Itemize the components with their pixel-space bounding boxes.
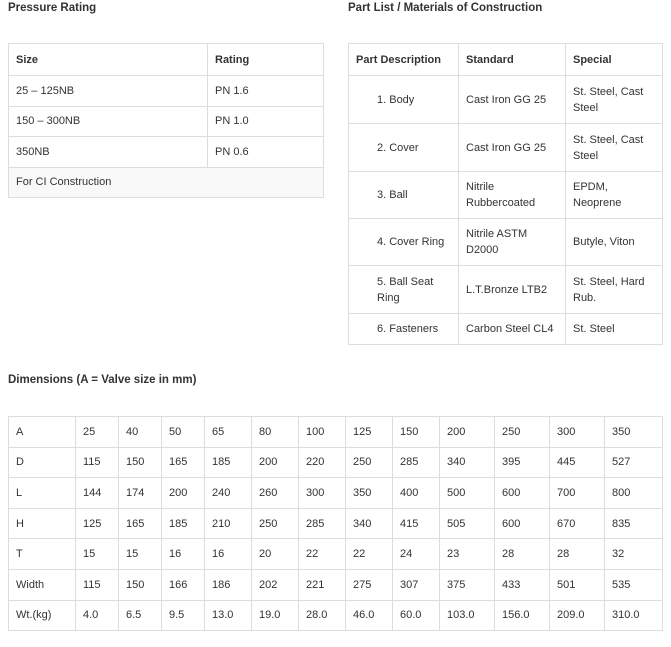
dimension-value-cell: 4.0 [76, 600, 119, 631]
rating-cell: PN 1.6 [208, 76, 324, 107]
header-part-description: Part Description [349, 44, 459, 76]
table-row [9, 76, 324, 107]
standard-cell: Nitrile ASTM D2000 [459, 219, 566, 266]
dimension-value-cell: 166 [162, 569, 205, 600]
dimension-value-cell: 240 [205, 478, 252, 509]
dimension-value-cell: 285 [393, 447, 440, 478]
dimension-value-cell: 24 [393, 539, 440, 570]
dimension-value-cell: 165 [162, 447, 205, 478]
dimension-value-cell: 221 [299, 569, 346, 600]
size-cell: 150 – 300NB [9, 106, 208, 137]
standard-cell: Nitrile Rubbercoated [459, 172, 566, 219]
dimension-row [9, 447, 663, 478]
header-size: Size [9, 44, 208, 76]
dimension-value-cell: 835 [605, 508, 663, 539]
table-row [349, 266, 663, 314]
dimension-value-cell: 260 [252, 478, 299, 509]
dimension-value-cell: 350 [346, 478, 393, 509]
dimension-value-cell: 527 [605, 447, 663, 478]
dimension-value-cell: 209.0 [550, 600, 605, 631]
dimension-value-cell: 340 [346, 508, 393, 539]
table-row [9, 106, 324, 137]
dimension-value-cell: 600 [495, 478, 550, 509]
dimension-value-cell: 200 [162, 478, 205, 509]
dimension-value-cell: 9.5 [162, 600, 205, 631]
table-row [349, 172, 663, 219]
special-cell: EPDM, Neoprene [566, 172, 663, 219]
dimension-value-cell: 535 [605, 569, 663, 600]
dimension-value-cell: 200 [252, 447, 299, 478]
dimension-value-cell: 80 [252, 417, 299, 448]
special-cell: Butyle, Viton [566, 219, 663, 266]
dimension-value-cell: 174 [119, 478, 162, 509]
special-cell: St. Steel, Cast Steel [566, 124, 663, 172]
part-description-cell: 5. Ball Seat Ring [349, 266, 459, 314]
dimension-value-cell: 185 [162, 508, 205, 539]
part-description-cell: 4. Cover Ring [349, 219, 459, 266]
dimensions-heading: Dimensions (A = Valve size in mm) [8, 374, 197, 386]
dimension-value-cell: 250 [495, 417, 550, 448]
dimension-value-cell: 300 [550, 417, 605, 448]
dimension-value-cell: 395 [495, 447, 550, 478]
dimension-value-cell: 15 [119, 539, 162, 570]
dimension-value-cell: 115 [76, 569, 119, 600]
dimension-value-cell: 310.0 [605, 600, 663, 631]
dimension-row [9, 569, 663, 600]
dimension-value-cell: 32 [605, 539, 663, 570]
part-description-cell: 6. Fasteners [349, 314, 459, 345]
header-special: Special [566, 44, 663, 76]
dimension-value-cell: 22 [299, 539, 346, 570]
dimension-value-cell: 16 [205, 539, 252, 570]
dimension-value-cell: 285 [299, 508, 346, 539]
dimension-value-cell: 307 [393, 569, 440, 600]
dimension-value-cell: 350 [605, 417, 663, 448]
dimension-row [9, 478, 663, 509]
dimension-value-cell: 433 [495, 569, 550, 600]
dimension-value-cell: 165 [119, 508, 162, 539]
dimension-value-cell: 20 [252, 539, 299, 570]
dimension-value-cell: 400 [393, 478, 440, 509]
dimension-value-cell: 375 [440, 569, 495, 600]
dimension-value-cell: 220 [299, 447, 346, 478]
dimension-value-cell: 200 [440, 417, 495, 448]
dimension-value-cell: 250 [346, 447, 393, 478]
dimension-label-cell: H [9, 508, 76, 539]
dimension-label-cell: Width [9, 569, 76, 600]
dimension-value-cell: 125 [76, 508, 119, 539]
construction-note: For CI Construction [9, 167, 324, 198]
dimension-value-cell: 185 [205, 447, 252, 478]
dimension-value-cell: 13.0 [205, 600, 252, 631]
standard-cell: Cast Iron GG 25 [459, 124, 566, 172]
dimension-row [9, 417, 663, 448]
header-rating: Rating [208, 44, 324, 76]
dimension-value-cell: 46.0 [346, 600, 393, 631]
pressure-rating-heading: Pressure Rating [8, 2, 97, 14]
dimension-value-cell: 275 [346, 569, 393, 600]
dimension-value-cell: 800 [605, 478, 663, 509]
dimension-value-cell: 501 [550, 569, 605, 600]
dimension-row [9, 539, 663, 570]
dimension-value-cell: 103.0 [440, 600, 495, 631]
dimension-value-cell: 156.0 [495, 600, 550, 631]
special-cell: St. Steel, Hard Rub. [566, 266, 663, 314]
rating-cell: PN 1.0 [208, 106, 324, 137]
table-row [349, 314, 663, 345]
dimension-row [9, 600, 663, 631]
size-cell: 25 – 125NB [9, 76, 208, 107]
dimension-value-cell: 28.0 [299, 600, 346, 631]
dimension-value-cell: 15 [76, 539, 119, 570]
parts-list-heading: Part List / Materials of Construction [348, 2, 543, 14]
dimensions-table [8, 416, 663, 631]
dimension-value-cell: 300 [299, 478, 346, 509]
dimension-value-cell: 115 [76, 447, 119, 478]
standard-cell: Carbon Steel CL4 [459, 314, 566, 345]
dimension-value-cell: 60.0 [393, 600, 440, 631]
dimension-value-cell: 210 [205, 508, 252, 539]
standard-cell: Cast Iron GG 25 [459, 76, 566, 124]
table-row [349, 76, 663, 124]
dimension-value-cell: 340 [440, 447, 495, 478]
dimension-value-cell: 150 [119, 569, 162, 600]
parts-list-table [348, 43, 663, 345]
dimension-value-cell: 28 [495, 539, 550, 570]
table-row [9, 167, 324, 198]
dimension-value-cell: 186 [205, 569, 252, 600]
table-row [349, 219, 663, 266]
dimension-value-cell: 19.0 [252, 600, 299, 631]
size-cell: 350NB [9, 137, 208, 168]
special-cell: St. Steel, Cast Steel [566, 76, 663, 124]
dimension-value-cell: 250 [252, 508, 299, 539]
dimension-label-cell: T [9, 539, 76, 570]
standard-cell: L.T.Bronze LTB2 [459, 266, 566, 314]
dimension-value-cell: 505 [440, 508, 495, 539]
part-description-cell: 1. Body [349, 76, 459, 124]
pressure-rating-table [8, 43, 324, 198]
dimension-value-cell: 100 [299, 417, 346, 448]
dimension-value-cell: 445 [550, 447, 605, 478]
dimension-value-cell: 144 [76, 478, 119, 509]
dimension-value-cell: 23 [440, 539, 495, 570]
header-standard: Standard [459, 44, 566, 76]
dimension-value-cell: 415 [393, 508, 440, 539]
dimension-value-cell: 202 [252, 569, 299, 600]
dimension-value-cell: 700 [550, 478, 605, 509]
dimension-value-cell: 16 [162, 539, 205, 570]
part-description-cell: 2. Cover [349, 124, 459, 172]
dimension-value-cell: 500 [440, 478, 495, 509]
dimension-label-cell: D [9, 447, 76, 478]
table-header-row [349, 44, 663, 76]
dimension-value-cell: 600 [495, 508, 550, 539]
dimension-value-cell: 40 [119, 417, 162, 448]
dimension-label-cell: Wt.(kg) [9, 600, 76, 631]
special-cell: St. Steel [566, 314, 663, 345]
dimension-value-cell: 65 [205, 417, 252, 448]
dimension-value-cell: 150 [119, 447, 162, 478]
dimension-label-cell: L [9, 478, 76, 509]
dimension-value-cell: 670 [550, 508, 605, 539]
dimension-value-cell: 25 [76, 417, 119, 448]
dimension-label-cell: A [9, 417, 76, 448]
dimension-value-cell: 6.5 [119, 600, 162, 631]
table-row [9, 137, 324, 168]
table-row [349, 124, 663, 172]
dimension-row [9, 508, 663, 539]
dimension-value-cell: 22 [346, 539, 393, 570]
dimension-value-cell: 150 [393, 417, 440, 448]
table-header-row [9, 44, 324, 76]
dimension-value-cell: 28 [550, 539, 605, 570]
dimension-value-cell: 50 [162, 417, 205, 448]
dimension-value-cell: 125 [346, 417, 393, 448]
rating-cell: PN 0.6 [208, 137, 324, 168]
part-description-cell: 3. Ball [349, 172, 459, 219]
